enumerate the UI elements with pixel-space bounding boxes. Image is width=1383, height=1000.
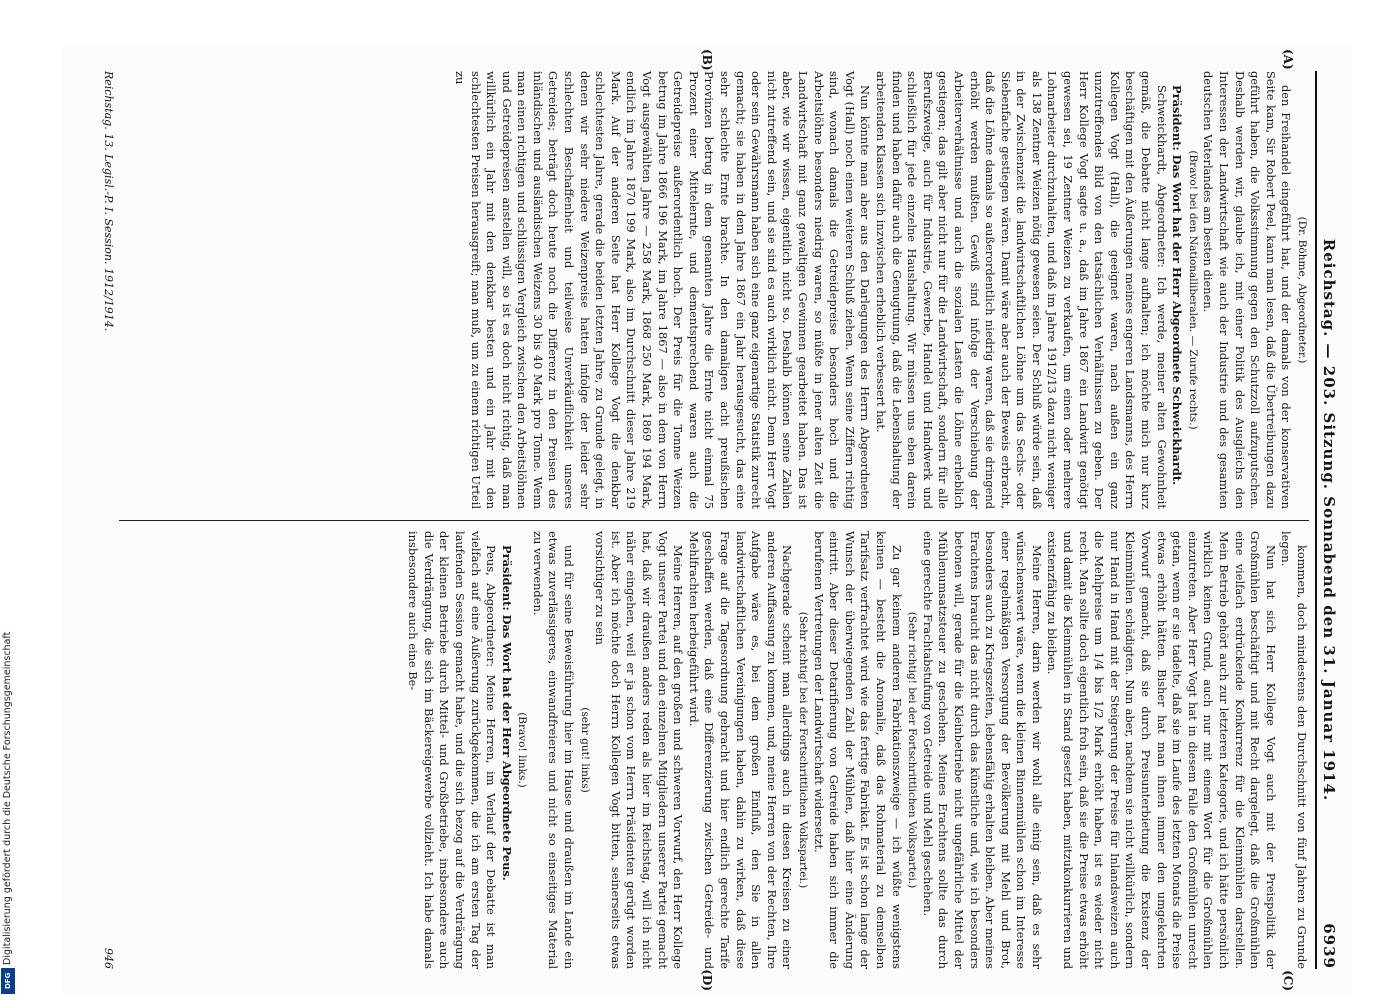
text-columns [119,49,1309,991]
paragraph: (Bravo! links.) [516,712,529,788]
paragraph: (Sehr richtig! bei der Fortschrittlichen Volkspartei.) [906,611,919,889]
margin-marker-d: (D) [700,969,714,991]
paragraph: Zu gar keinem anderen Fabrikationszweige — ich wüßte wenigstens keinen — besteht die Anomalie, daß das Rohmaterial zu demselben Tarifsatz verfrachtet wird wie das fertige Fabrikat. Es ist schon lange der Wunsch der überwiegenden Zahl der Mühlen, daß hier eine Änderung eintritt. Aber dieser Detarifierung von Getreide haben sich immer die berufenen Vertretungen der Landwirtschaft widersetzt. [811,531,904,969]
paragraph: kommen, doch mindestens den Durchschnitt von fünf Jahren zu Grunde legen. [1279,531,1309,969]
paragraph: Schweickhardt, Abgeordneter: Ich werde, meiner alten Gewohnheit gemäß, die Debatte nicht lange aufhalten; ich möchte mich nur kurz beschäftigen mit den Äußerungen meines engeren Landsmanns, des Herrn Kollegen Vogt (Hall), die geeignet waren, nach außen ein ganz unzutreffendes Bild von den tatsächlichen Verhältnissen zu geben. Der Herr Kollege Vogt sagte u. a., daß im Jahre 1867 ein Landwirt genötigt gewesen sei, 19 Zentner Weizen zu verkaufen, um einen oder mehrere Lohnarbeiter durchzuhalten, und daß im Jahre 1912/13 dazu nicht weniger als 138 Zentner Weizen nötig gewesen seien. Der Schluß würde sein, daß in der Zwischenzeit die landwirtschaftlichen Löhne um das Sechs- oder Siebenfache gestiegen wären. Damit wäre aber auch der Beweis erbracht, daß die Löhne damals so außerordentlich niedrig waren, daß sie dringend erhöht werden mußten. Gewiß sind infolge der Verschiebung der Arbeiterverhältnisse und auch die sozialen Lasten die Löhne erheblich gestiegen; das gilt aber nicht nur für die Landwirtschaft, sondern für alle Berufszweige, auch für Industrie, Gewerbe, Handel und Handwerk und schließlich für jede einzelne Haushaltung. Wir müssen uns eben darein finden und haben dafür auch die Genugtuung, daß die Lebenshaltung der arbeitenden Klassen sich inzwischen erheblich verbessert hat. [873,71,1169,509]
paragraph: Präsident: Das Wort hat der Herr Abgeordnete Peus. [499,545,514,881]
paragraph: (sehr gut! links) [578,707,591,793]
paragraph: Peus, Abgeordneter: Meine Herren, im Verlauf der Debatte ist man vielfach auf eine Äußerung zurückgekommen, die ich am ersten Tag der laufenden Session gemacht habe, und die sich bezog auf die Verdrängung der kleinen Betriebe durch Mittel- und Großbetriebe, insbesondere auch die Verdrängung, die sich im Bäckereigewerbe vollzieht. Ich habe damals insbesondere auch eine Be- [406,531,499,969]
paragraph: Nachgerade scheint man allerdings auch in diesen Kreisen zu einer anderen Auffassung zu kommen, und, meine Herren von der Rechten, Ihre Aufgabe wäre es, bei dem großen Einfluß, den Sie in allen landwirtschaftlichen Vereinigungen haben, dahin zu wirken, daß diese Frage auf die Tagesordnung gebracht und hier endlich gerechte Tarife geschaffen werden, daß eine Differenzierung zwischen Getreide- und Mehlfrachten herbeigeführt wird. [686,531,795,969]
paragraph: Nun hat sich Herr Kollege Vogt auch mit der Preispolitik der Großmühlen beschäftigt und mit Recht dargelegt, daß die Großmühlen eine vielfach erdrückende Konkurrenz für die Kleinmühlen darstellen. Mein Betrieb gehört auch zur letzteren Kategorie, und ich hätte persönlich wirklich keinen Grund, auch nur mit einem Wort für die Großmühlen einzutreten. Aber Herr Vogt hat in diesem Falle den Großmühlen unrecht getan, wenn er sie tadelte, daß sie im Laufe des letzten Monats die Preise etwas erhöht hätten. Bisher hat man ihnen immer den umgekehrten Vorwurf gemacht, daß sie durch Preisunterbietung die Existenz der Kleinmühlen schädigten. Nun aber, nachdem sie nicht willkürlich, sondern nur Hand in Hand mit der Steigerung der Preise für Inlandsweizen auch die Mehlpreise um 1/4 bis 1/2 Mark erhöht haben, ist es wieder nicht recht. Man sollte doch eigentlich froh sein, daß sie die Preise etwas erhöht und damit die Kleinmühlen in Stand gesetzt haben, mitzukonkurrieren und existenzfähig zu bleiben. [1045,531,1278,969]
footer-page-number: 946 [102,948,115,969]
scanned-page-viewport [62,47,1352,993]
page-header [1315,71,1338,969]
paragraph: Meine Herren, auf den großen und schweren Vorwurf, den Herr Kollege Vogt unserer Partei und den einzelnen Mitgliedern unserer Partei gemacht hat, daß wir draußen anders reden als hier im Reichstag, will ich nicht näher eingehen, weil er ja schon vom Herrn Präsidenten gerügt worden ist. Aber ich möchte doch Herrn Kollegen Vogt bitten, seinerseits etwas vorsichtiger zu sein [593,531,686,969]
margin-marker-a: (A) [1281,49,1295,70]
paragraph: (Bravo! bei den Nationalliberalen. — Zurufe rechts.) [1186,150,1199,430]
margin-marker-c: (C) [1281,970,1295,991]
margin-marker-b: (B) [700,49,714,71]
paragraph: den Freihandel eingeführt hat, und der damals von der konservativen Seite kam, Sir Robert Peel, kann man lesen, daß die Übertreibungen dazu geführt haben, die Volksstimmung gegen den Schutzzoll aufzuputschen. Deshalb werden wir, glaube ich, mit einer Politik des Ausgleichs den Interessen der Landwirtschaft wie auch der Industrie und des gesamten deutschen Vaterlandes am besten dienen. [1201,71,1294,509]
paragraph: Nun könnte man aber aus den Darlegungen des Herrn Abgeordneten Vogt (Hall) noch einen weiteren Schluß ziehen. Wenn seine Ziffern richtig sind, wonach damals die Getreidepreise besonders hoch und die Arbeitslöhne besonders niedrig waren, so müßte in jener alten Zeit die Landwirtschaft mit ganz gewaltigen Gewinnen gearbeitet haben. Das ist aber, wie wir wissen, eigentlich nicht so. Deshalb können seine Zahlen nicht zutreffend sein, und sie sind es auch wirklich nicht. Denn Herr Vogt oder sein Gewährsmann haben sich eine ganz eigenartige Statistik zurecht gemacht; sie haben in dem Jahre 1867 ein Jahr herausgesucht, das eine sehr schlechte Ernte brachte. In den damaligen acht preußischen Provinzen betrug in dem genannten Jahre die Ernte nicht einmal 75 Prozent einer Mittelernte, und dementsprechend waren auch die Getreidepreise außerordentlich hoch. Der Preis für die Tonne Weizen betrug im Jahre 1866 196 Mark, im Jahre 1867 — also in dem von Herrn Vogt ausgewählten Jahre — 258 Mark, 1868 250 Mark, 1869 194 Mark, endlich im Jahre 1870 199 Mark, also im Durchschnitt dieser Jahre 219 Mark. Auf der anderen Seite hat Herr Kollege Vogt die denkbar schlechtesten Jahre, gerade die beiden letzten Jahre, zu Grunde gelegt, in denen wir sehr niedere Weizenpreise hatten infolge der leider sehr schlechten Beschaffenheit und teilweise Unverkäuflichkeit unseres Getreides; beträgt doch heute noch die Differenz in den Preisen des inländischen und ausländischen Weizens 30 bis 40 Mark pro Tonne. Wenn man einen richtigen und schlüssigen Vergleich zwischen den Arbeitslöhnen und Getreidepreisen anstellen will, so ist es doch nicht richtig, daß man willkürlich ein Jahr mit den denkbar besten und ein Jahr mit den schlechtesten Preisen herausgreift; man muß, um zu einem richtigen Urteil zu [452,71,873,509]
header-title: Reichstag. — 203. Sitzung. Sonnabend den 31. Januar 1914. [1320,238,1338,802]
left-column [119,71,1309,509]
funding-note [2,0,16,1000]
dfg-logo: DFG [1,968,15,994]
paragraph: Meine Herren, darin werden wir wohl alle einig sein, daß es sehr wünschenswert wäre, wenn die kleinen Binnenmühlen schon im Interesse einer regelmäßigen Versorgung der Bevölkerung mit Mehl und Brot, besonders auch zu Kriegszeiten, lebensfähig erhalten bleiben. Aber meines Erachtens braucht das nicht durch das künstliche und, wie ich besonders betonen will, gerade für die Kleinbetriebe nicht ungefährliche Mittel der Mühlenumsatzsteuer zu geschehen. Meines Erachtens sollte das durch eine gerechte Frachtabstufung von Getreide und Mehl geschehen. [920,531,1044,969]
paragraph: Präsident: Das Wort hat der Herr Abgeordnete Schweickhardt. [1170,85,1185,486]
scanned-page [62,47,1352,993]
funding-note-text: Digitalisierung gefördert durch die Deutsche Forschungsgemeinschaft [2,631,13,965]
header-page-number: 6939 [1320,923,1338,969]
page-footer [102,71,115,969]
right-column [119,531,1309,969]
paragraph: und für seine Beweisführung hier im Hause und draußen im Lande ein etwas zuverlässigeres, einwandfreieres und nicht so einseitiges Material zu verwenden. [530,531,577,969]
paragraph: (Dr. Böhme, Abgeordneter.) [1296,216,1308,364]
paragraph: (Sehr richtig! bei der Fortschrittlichen Volkspartei.) [797,611,809,889]
footer-legislature: Reichstag. 13. Legisl.-P. I. Session. 1912/1914. [102,71,115,332]
